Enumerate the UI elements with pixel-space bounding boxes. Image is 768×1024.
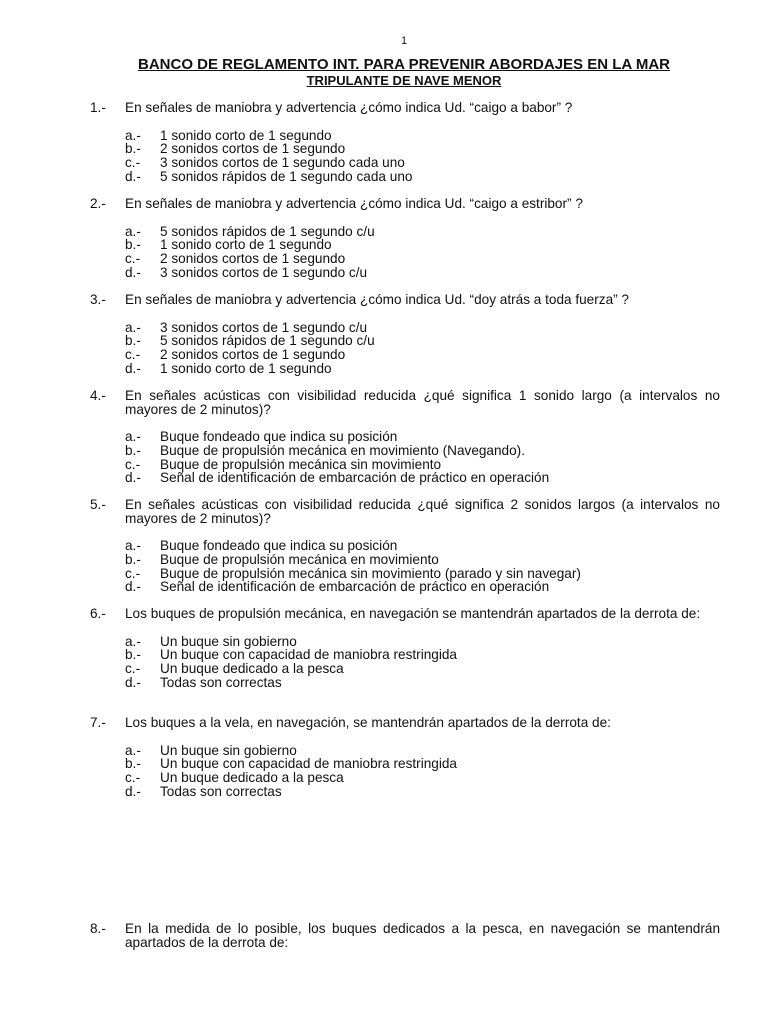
option-text: 2 sonidos cortos de 1 segundo xyxy=(160,141,346,157)
question-5 xyxy=(90,498,720,594)
answer-option xyxy=(125,539,720,553)
option-letter: c.- xyxy=(125,661,141,677)
answer-option xyxy=(125,553,720,567)
option-letter: a.- xyxy=(125,633,141,649)
option-text: Buque de propulsión mecánica sin movimiento (parado y sin navegar) xyxy=(160,565,581,581)
answer-option xyxy=(125,362,720,376)
answer-option xyxy=(125,757,720,771)
answer-option xyxy=(125,142,720,156)
question-6 xyxy=(90,607,720,689)
option-text: Señal de identificación de embarcación de práctico en operación xyxy=(160,579,550,595)
option-text: Un buque sin gobierno xyxy=(160,742,297,758)
answer-options xyxy=(90,225,720,280)
answer-options xyxy=(90,539,720,594)
answer-option xyxy=(125,348,720,362)
answer-options xyxy=(90,321,720,376)
answer-option xyxy=(125,580,720,594)
document-subtitle: TRIPULANTE DE NAVE MENOR xyxy=(306,73,502,88)
question-3 xyxy=(90,293,720,375)
option-letter: c.- xyxy=(125,456,141,472)
question-number: 7.- xyxy=(90,715,106,730)
question-7 xyxy=(90,716,720,798)
answer-option xyxy=(125,252,720,266)
option-text: Todas son correctas xyxy=(160,783,282,799)
question-text: En señales de maniobra y advertencia ¿cómo indica Ud. “doy atrás a toda fuerza” ? xyxy=(125,292,629,307)
option-text: Buque de propulsión mecánica en movimiento (Navegando). xyxy=(160,443,525,459)
answer-options xyxy=(90,744,720,799)
option-letter: a.- xyxy=(125,319,141,335)
option-letter: d.- xyxy=(125,783,141,799)
option-letter: c.- xyxy=(125,770,141,786)
answer-option xyxy=(125,430,720,444)
option-letter: a.- xyxy=(125,429,141,445)
option-text: 5 sonidos rápidos de 1 segundo c/u xyxy=(160,333,375,349)
option-text: Un buque dedicado a la pesca xyxy=(160,661,344,677)
option-letter: d.- xyxy=(125,168,141,184)
answer-option xyxy=(125,744,720,758)
answer-option xyxy=(125,225,720,239)
answer-option xyxy=(125,458,720,472)
answer-option xyxy=(125,662,720,676)
option-text: 3 sonidos cortos de 1 segundo c/u xyxy=(160,319,368,335)
answer-option xyxy=(125,170,720,184)
question-2 xyxy=(90,197,720,279)
option-letter: b.- xyxy=(125,443,141,459)
option-text: Un buque con capacidad de maniobra restringida xyxy=(160,647,457,663)
question-number: 1.- xyxy=(90,100,106,115)
question-text: Los buques de propulsión mecánica, en navegación se mantendrán apartados de la derrota de: xyxy=(125,606,701,621)
option-text: 5 sonidos rápidos de 1 segundo c/u xyxy=(160,223,375,239)
question-text: En señales de maniobra y advertencia ¿cómo indica Ud. “caigo a estribor” ? xyxy=(125,196,583,211)
page-number: 1 xyxy=(400,35,408,47)
option-text: Todas son correctas xyxy=(160,674,282,690)
question-number: 6.- xyxy=(90,606,106,621)
question-text: En señales acústicas con visibilidad reducida ¿qué significa 1 sonido largo (a intervalos no mayores de 2 minutos)? xyxy=(125,388,720,417)
option-text: 1 sonido corto de 1 segundo xyxy=(160,360,332,376)
answer-option xyxy=(125,129,720,143)
answer-options xyxy=(90,129,720,184)
question-1 xyxy=(90,101,720,183)
answer-option xyxy=(125,266,720,280)
question-number: 2.- xyxy=(90,196,106,211)
option-text: 2 sonidos cortos de 1 segundo xyxy=(160,347,346,363)
question-number: 5.- xyxy=(90,497,106,512)
option-text: Buque fondeado que indica su posición xyxy=(160,429,398,445)
answer-option xyxy=(125,567,720,581)
question-number: 8.- xyxy=(90,921,106,936)
answer-option xyxy=(125,785,720,799)
document-title: BANCO DE REGLAMENTO INT. PARA PREVENIR ABORDAJES EN LA MAR xyxy=(138,56,670,73)
question-8 xyxy=(90,922,720,949)
option-letter: b.- xyxy=(125,756,141,772)
answer-option xyxy=(125,471,720,485)
question-number: 4.- xyxy=(90,388,106,403)
question-text: Los buques a la vela, en navegación, se mantendrán apartados de la derrota de: xyxy=(125,715,611,730)
answer-option xyxy=(125,771,720,785)
option-letter: b.- xyxy=(125,333,141,349)
answer-option xyxy=(125,334,720,348)
option-text: 5 sonidos rápidos de 1 segundo cada uno xyxy=(160,168,413,184)
option-letter: d.- xyxy=(125,674,141,690)
option-text: 2 sonidos cortos de 1 segundo xyxy=(160,251,346,267)
option-text: Un buque con capacidad de maniobra restringida xyxy=(160,756,457,772)
question-number: 3.- xyxy=(90,292,106,307)
question-text: En la medida de lo posible, los buques dedicados a la pesca, en navegación se mantendrán apartados de la derrota de: xyxy=(125,921,720,950)
option-text: 1 sonido corto de 1 segundo xyxy=(160,127,332,143)
option-letter: a.- xyxy=(125,127,141,143)
question-text: En señales de maniobra y advertencia ¿cómo indica Ud. “caigo a babor” ? xyxy=(125,100,573,115)
option-letter: b.- xyxy=(125,237,141,253)
option-text: Buque fondeado que indica su posición xyxy=(160,538,398,554)
option-letter: d.- xyxy=(125,360,141,376)
option-text: Un buque dedicado a la pesca xyxy=(160,770,344,786)
question-text: En señales acústicas con visibilidad reducida ¿qué significa 2 sonidos largos (a intervalos no mayores de 2 minutos)? xyxy=(125,497,720,526)
option-letter: a.- xyxy=(125,742,141,758)
option-letter: d.- xyxy=(125,579,141,595)
question-4 xyxy=(90,389,720,485)
answer-option xyxy=(125,156,720,170)
answer-options xyxy=(90,430,720,485)
option-text: 3 sonidos cortos de 1 segundo cada uno xyxy=(160,155,405,171)
option-letter: b.- xyxy=(125,141,141,157)
answer-option xyxy=(125,635,720,649)
option-text: 3 sonidos cortos de 1 segundo c/u xyxy=(160,264,368,280)
option-letter: a.- xyxy=(125,223,141,239)
option-letter: c.- xyxy=(125,347,141,363)
answer-option xyxy=(125,321,720,335)
option-text: Señal de identificación de embarcación de práctico en operación xyxy=(160,470,550,486)
option-text: Buque de propulsión mecánica sin movimiento xyxy=(160,456,442,472)
answer-option xyxy=(125,238,720,252)
answer-option xyxy=(125,444,720,458)
answer-option xyxy=(125,648,720,662)
option-letter: a.- xyxy=(125,538,141,554)
answer-options xyxy=(90,635,720,690)
option-letter: c.- xyxy=(125,155,141,171)
answer-option xyxy=(125,676,720,690)
option-letter: b.- xyxy=(125,647,141,663)
option-letter: c.- xyxy=(125,251,141,267)
option-text: Un buque sin gobierno xyxy=(160,633,297,649)
option-letter: b.- xyxy=(125,552,141,568)
option-text: Buque de propulsión mecánica en movimiento xyxy=(160,552,439,568)
option-text: 1 sonido corto de 1 segundo xyxy=(160,237,332,253)
option-letter: d.- xyxy=(125,470,141,486)
option-letter: c.- xyxy=(125,565,141,581)
option-letter: d.- xyxy=(125,264,141,280)
